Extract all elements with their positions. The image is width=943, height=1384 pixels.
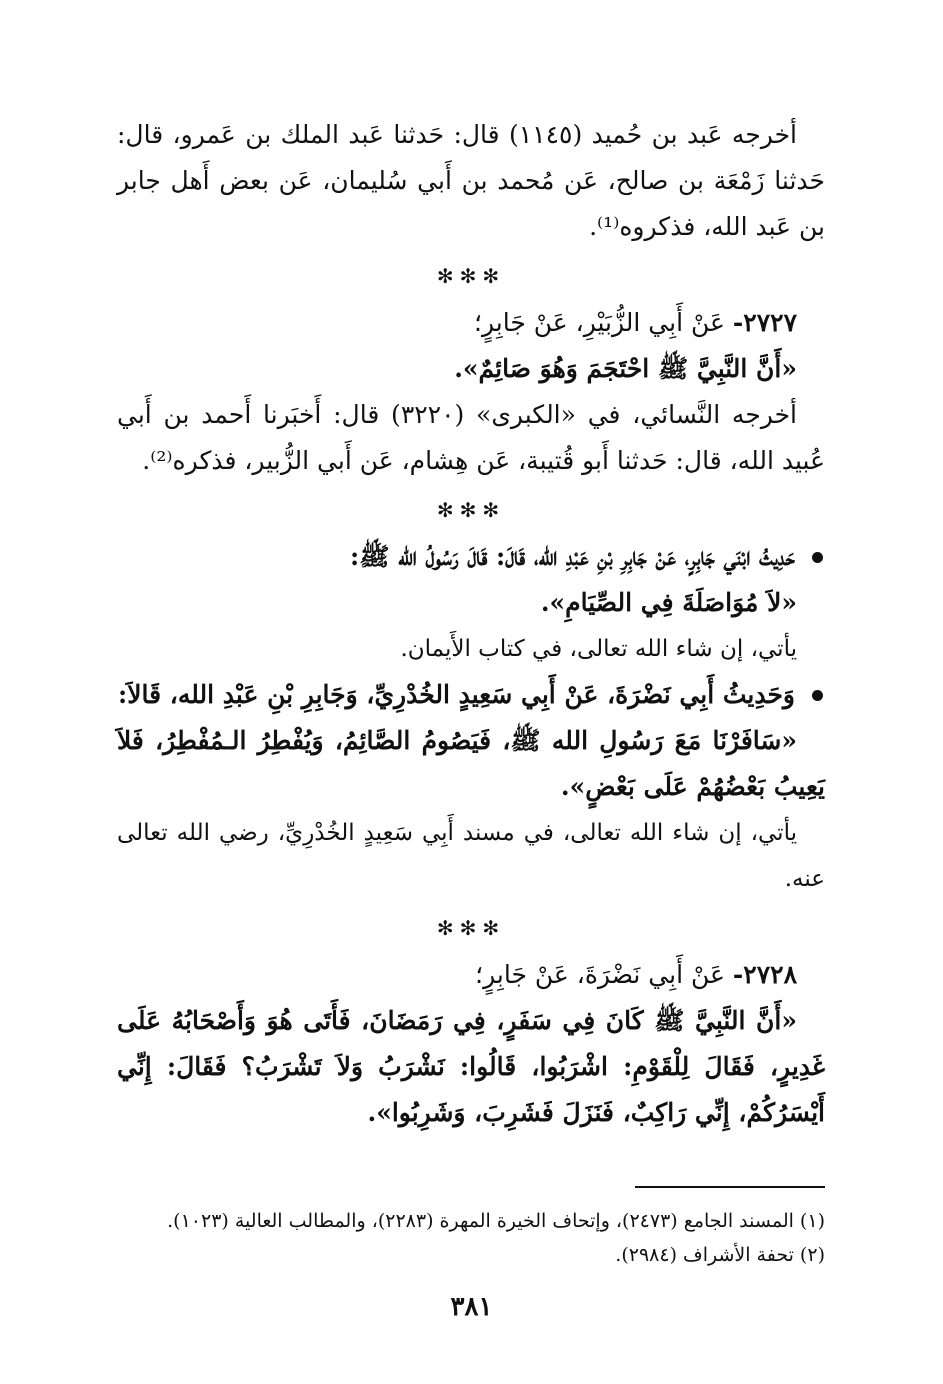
bullet-hadith-1-text: «لاَ مُوَاصَلَةَ فِي الصِّيَامِ».	[540, 588, 797, 617]
footnote-1: (١) المسند الجامع (٢٤٧٣)، وإتحاف الخيرة المهرة (٢٢٨٣)، والمطالب العالية (١٠٢٣).	[167, 1210, 825, 1232]
section-separator: ✻✻✻	[436, 264, 506, 288]
footnote-2: (٢) تحفة الأشراف (٢٩٨٤).	[615, 1244, 825, 1266]
bullet-hadith-2-chain: وَحَدِيثُ أَبِي نَضْرَةَ، عَنْ أَبِي سَعِيدٍ الخُدْرِيِّ، وَجَابِرِ بْنِ عَبْدِ الله، قَالاَ:	[118, 680, 795, 709]
bullet-hadith-2-note: يأتي، إن شاء الله تعالى، في مسند أَبِي سَعِيدٍ الخُدْرِيِّ، رضي الله تعالى عنه.	[117, 820, 825, 892]
bullet-hadith-1	[117, 534, 825, 580]
main-text	[117, 112, 825, 1136]
bullet-icon	[812, 690, 823, 701]
hadith-2728-text: «أَنَّ النَّبِيَّ ﷺ كَانَ فِي سَفَرٍ، فِي رَمَضَانَ، فَأَتَى هُوَ وَأَصْحَابُهُ عَلَى غَدِيرٍ، فَقَالَ لِلْقَوْمِ: اشْرَبُوا، قَالُوا: نَشْرَبُ وَلاَ تَشْرَبُ؟ فَقَالَ: إِنِّي أَيْسَرُكُمْ، إِنِّي رَاكِبٌ، فَنَزَلَ فَشَرِبَ، وَشَرِبُوا».	[117, 1006, 825, 1127]
bullet-hadith-1-note: يأتي، إن شاء الله تعالى، في كتاب الأَيمان.	[400, 636, 797, 662]
section-separator: ✻✻✻	[436, 498, 506, 522]
takhrij-paragraph-1: أخرجه عَبد بن حُميد (١١٤٥) قال: حَدثنا عَبد الملك بن عَمرو، قال: حَدثنا زَمْعَة بن صالح، عَن مُحمد بن أَبي سُليمان، عَن بعض أَهل جابر بن عَبد الله، فذكروه⁽¹⁾.	[117, 120, 825, 241]
bullet-hadith-2-text: «سَافَرْنَا مَعَ رَسُولِ الله ﷺ، فَيَصُومُ الصَّائِمُ، وَيُفْطِرُ الـمُفْطِرُ، فَلاَ يَعِيبُ بَعْضُهُمْ عَلَى بَعْضٍ».	[117, 726, 825, 801]
bullet-icon	[812, 552, 823, 563]
hadith-chain: عَنْ أَبِي الزُّبَيْرِ، عَنْ جَابِرٍ؛	[474, 308, 725, 337]
hadith-chain: عَنْ أَبِي نَضْرَةَ، عَنْ جَابِرٍ؛	[475, 960, 725, 989]
footnote-divider	[635, 1186, 825, 1188]
takhrij-paragraph-2: أخرجه النَّسائي، في «الكبرى» (٣٢٢٠) قال: أَخبَرنا أَحمد بن أَبي عُبيد الله، قال: حَدثنا أَبو قُتيبة، عَن هِشام، عَن أَبي الزُّبير، فذكره⁽²⁾.	[117, 400, 825, 475]
section-separator: ✻✻✻	[436, 916, 506, 940]
hadith-2727-text: «أَنَّ النَّبِيَّ ﷺ احْتَجَمَ وَهُوَ صَائِمٌ».	[454, 354, 797, 383]
bullet-hadith-1-chain: حَدِيثُ ابْنَي جَابِرٍ، عَنْ جَابِرِ بْنِ عَبْدِ الله، قَالَ: قَالَ رَسُولُ الله ﷺ:	[350, 542, 795, 571]
hadith-2728-heading	[117, 952, 825, 998]
hadith-number: ٢٧٢٨-	[732, 960, 797, 989]
hadith-number: ٢٧٢٧-	[732, 308, 797, 337]
page-number: ٣٨١	[450, 1292, 493, 1322]
hadith-2727-heading	[117, 300, 825, 346]
footnotes	[117, 1204, 825, 1272]
bullet-hadith-2	[117, 672, 825, 718]
